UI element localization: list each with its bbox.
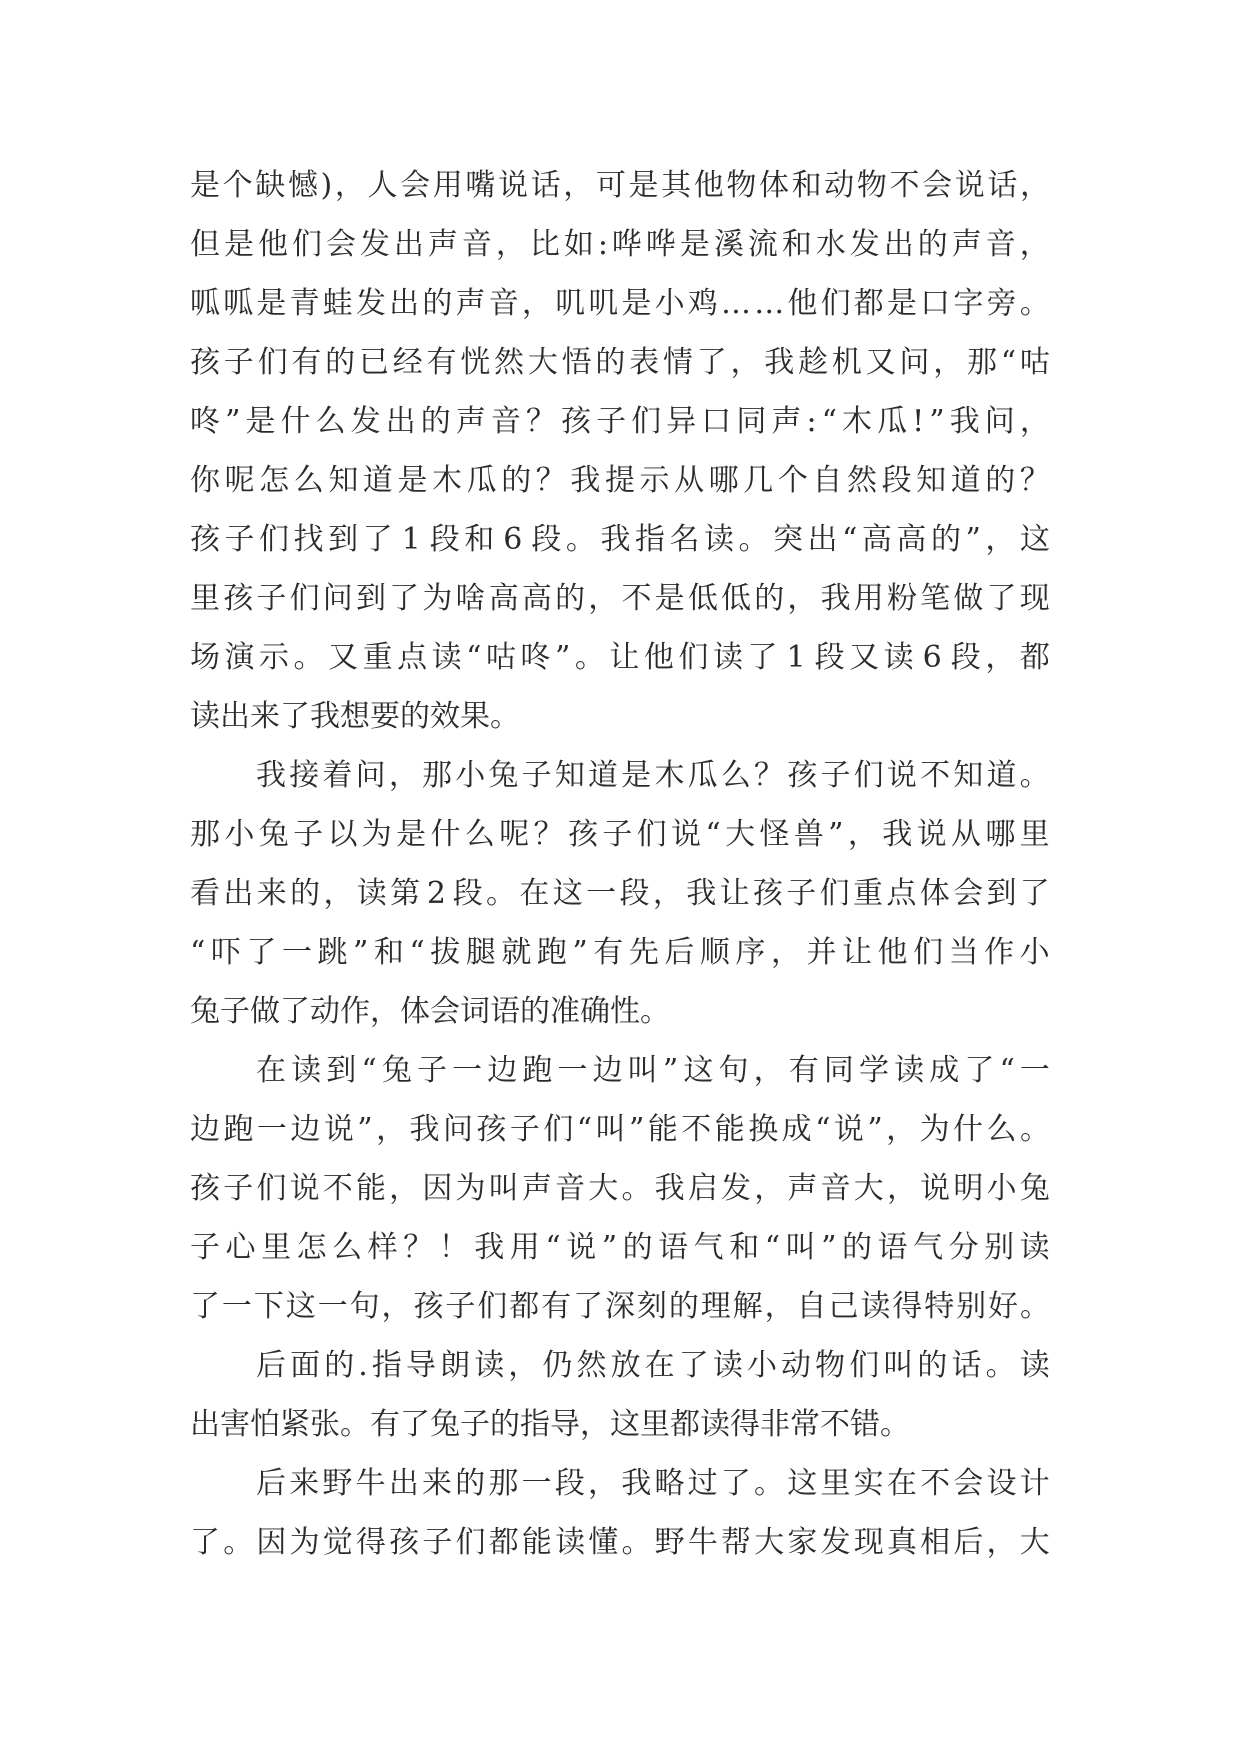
text-line: 兔子做了动作，体会词语的准确性。: [190, 994, 670, 1029]
text-line: 孩 子 们 找 到 了 1 段 和 6 段 。 我 指 名 读 。 突 出 “ 高 高 的 ” ， 这: [190, 522, 1050, 557]
text-line: 了 一 下 这 一 句 ， 孩 子 们 都 有 了 深 刻 的 理 解 ， 自 己 读 得 特 别 好 。: [190, 1289, 1050, 1324]
body-text: [190, 156, 1050, 1572]
text-line: 出害怕紧张。有了兔子的指导，这里都读得非常不错。: [190, 1407, 910, 1442]
text-line: 了 。 因 为 觉 得 孩 子 们 都 能 读 懂 。 野 牛 帮 大 家 发 现 真 相 后 ， 大: [190, 1525, 1050, 1560]
text-line: 我 接 着 问 ， 那 小 兔 子 知 道 是 木 瓜 么 ？ 孩 子 们 说 不 知 道 。: [256, 758, 1050, 793]
text-line: 孩 子 们 有 的 已 经 有 恍 然 大 悟 的 表 情 了 ， 我 趁 机 又 问 ， 那 “ 咕: [190, 345, 1050, 380]
text-line: 是 个 缺 憾 ) ， 人 会 用 嘴 说 话 ， 可 是 其 他 物 体 和 动 物 不 会 说 话 ，: [190, 168, 1050, 203]
text-line: 后 面 的 . 指 导 朗 读 ， 仍 然 放 在 了 读 小 动 物 们 叫 的 话 。 读: [256, 1348, 1050, 1383]
text-line: 呱 呱 是 青 蛙 发 出 的 声 音 ， 叽 叽 是 小 鸡 … … 他 们 都 是 口 字 旁 。: [190, 286, 1050, 321]
text-line: 孩 子 们 说 不 能 ， 因 为 叫 声 音 大 。 我 启 发 ， 声 音 大 ， 说 明 小 兔: [190, 1171, 1050, 1206]
text-line: 看 出 来 的 ， 读 第 2 段 。 在 这 一 段 ， 我 让 孩 子 们 重 点 体 会 到 了: [190, 876, 1050, 911]
text-line: 场 演 示 。 又 重 点 读 “ 咕 咚 ” 。 让 他 们 读 了 1 段 又 读 6 段 ， 都: [190, 640, 1050, 675]
text-line: 后 来 野 牛 出 来 的 那 一 段 ， 我 略 过 了 。 这 里 实 在 不 会 设 计: [256, 1466, 1050, 1501]
text-line: 但 是 他 们 会 发 出 声 音 ， 比 如 : 哗 哗 是 溪 流 和 水 发 出 的 声 音 ，: [190, 227, 1050, 262]
text-line: 里 孩 子 们 问 到 了 为 啥 高 高 的 ， 不 是 低 低 的 ， 我 用 粉 笔 做 了 现: [190, 581, 1050, 616]
text-line: 子 心 里 怎 么 样 ？ ！ 我 用 “ 说 ” 的 语 气 和 “ 叫 ” 的 语 气 分 别 读: [190, 1230, 1050, 1265]
text-line: 那 小 兔 子 以 为 是 什 么 呢 ？ 孩 子 们 说 “ 大 怪 兽 ” ， 我 说 从 哪 里: [190, 817, 1050, 852]
text-line: 你 呢 怎 么 知 道 是 木 瓜 的 ？ 我 提 示 从 哪 几 个 自 然 段 知 道 的 ？: [190, 463, 1050, 498]
text-line: 边 跑 一 边 说 ” ， 我 问 孩 子 们 “ 叫 ” 能 不 能 换 成 “ 说 ” ， 为 什 么 。: [190, 1112, 1050, 1147]
text-line: 读出来了我想要的效果。: [190, 699, 520, 734]
text-line: “ 吓 了 一 跳 ” 和 “ 拔 腿 就 跑 ” 有 先 后 顺 序 ， 并 让 他 们 当 作 小: [190, 935, 1050, 970]
text-line: 咚 ” 是 什 么 发 出 的 声 音 ？ 孩 子 们 异 口 同 声 : “ 木 瓜 ! ” 我 问 ，: [190, 404, 1050, 439]
text-line: 在 读 到 “ 兔 子 一 边 跑 一 边 叫 ” 这 句 ， 有 同 学 读 成 了 “ 一: [256, 1053, 1050, 1088]
